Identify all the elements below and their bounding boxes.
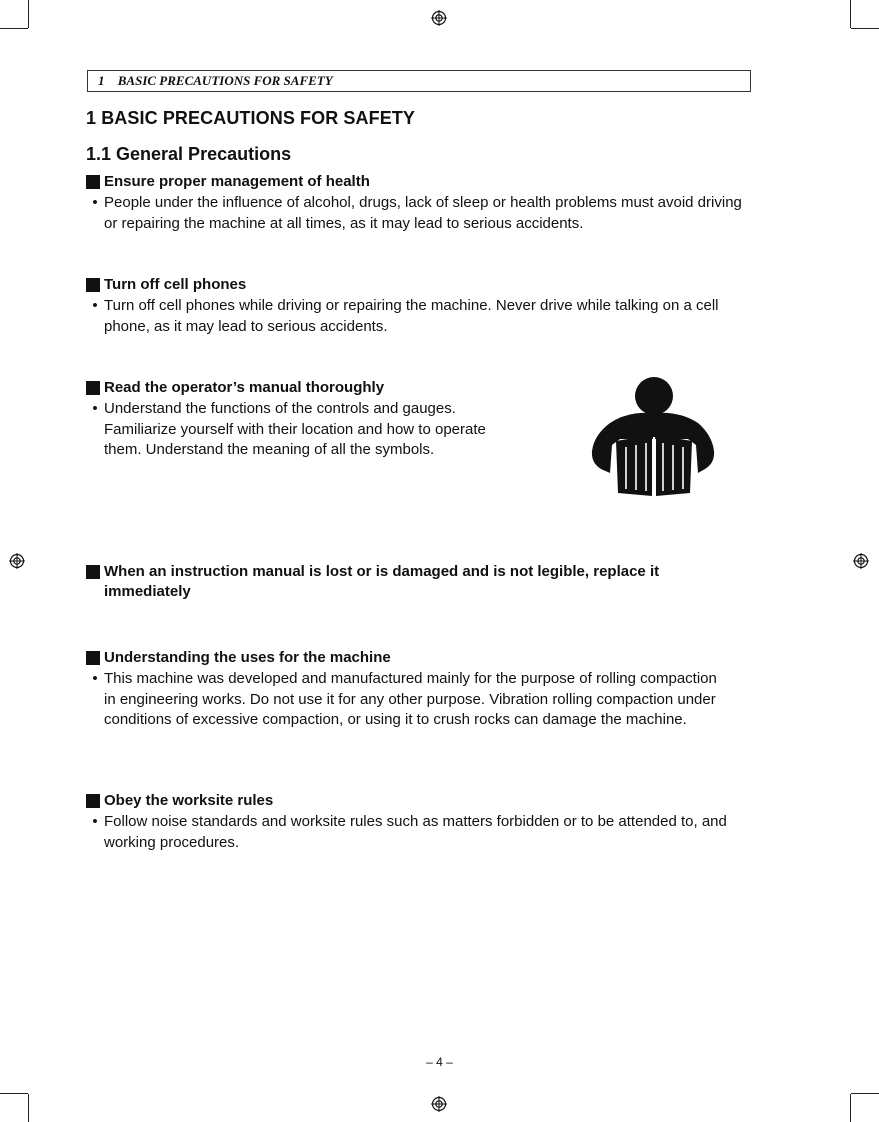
square-bullet-icon xyxy=(86,175,100,189)
square-bullet-icon xyxy=(86,651,100,665)
section-title: 1.1 General Precautions xyxy=(86,144,292,164)
square-bullet-icon xyxy=(86,278,100,292)
precaution-heading xyxy=(86,791,746,811)
precaution-read-manual xyxy=(86,378,486,461)
bullet-dot: • xyxy=(92,813,98,830)
precaution-heading-text: Obey the worksite rules xyxy=(104,792,274,809)
crop-mark xyxy=(851,1093,879,1094)
bullet-dot: • xyxy=(92,194,98,211)
square-bullet-icon xyxy=(86,565,100,579)
header-number: 1 xyxy=(98,73,105,88)
precaution-heading xyxy=(86,562,746,602)
precaution-health xyxy=(86,172,746,234)
crop-mark xyxy=(28,0,29,28)
precaution-replace-manual xyxy=(86,562,746,602)
precaution-heading-text: Understanding the uses for the machine xyxy=(104,649,391,666)
crop-mark xyxy=(851,28,879,29)
person-reading-book-icon xyxy=(588,375,718,497)
crop-mark xyxy=(0,1093,28,1094)
list-item-text: Follow noise standards and worksite rules such as matters forbidden or to be attended to, and working procedures. xyxy=(104,813,727,851)
crop-mark xyxy=(850,1094,851,1122)
list-item-text: This machine was developed and manufactured mainly for the purpose of rolling compaction in engineering works. Do not use it for any other purpose. Vibration rolling compaction under conditions of excessive compaction, or using it to crush rocks can damage the machine. xyxy=(104,670,717,728)
list-item xyxy=(86,812,746,853)
precaution-heading-text: Read the operator’s manual thoroughly xyxy=(104,379,385,396)
crop-mark xyxy=(28,1094,29,1122)
precaution-heading-text: When an instruction manual is lost or is damaged and is not legible, replace it immediately xyxy=(104,563,660,600)
precaution-machine-uses xyxy=(86,648,746,731)
registration-mark-icon xyxy=(9,553,25,569)
precaution-heading-text: Ensure proper management of health xyxy=(104,173,370,190)
list-item-text: People under the influence of alcohol, drugs, lack of sleep or health problems must avoid driving or repairing the machine at all times, as it may lead to serious accidents. xyxy=(104,194,742,232)
precaution-heading xyxy=(86,648,746,668)
running-header xyxy=(87,70,751,92)
bullet-dot: • xyxy=(92,297,98,314)
list-item xyxy=(86,669,726,731)
chapter-title: 1 BASIC PRECAUTIONS FOR SAFETY xyxy=(86,108,416,128)
list-item xyxy=(86,193,746,234)
header-title: BASIC PRECAUTIONS FOR SAFETY xyxy=(117,73,333,88)
precaution-worksite-rules xyxy=(86,791,746,853)
page-number: – 4 – xyxy=(426,1055,453,1069)
registration-mark-icon xyxy=(853,553,869,569)
precaution-heading xyxy=(86,172,746,192)
registration-mark-icon xyxy=(431,1096,447,1112)
precaution-cell-phones xyxy=(86,275,746,337)
crop-mark xyxy=(0,28,28,29)
bullet-dot: • xyxy=(92,400,98,417)
registration-mark-icon xyxy=(431,10,447,26)
list-item-text: Turn off cell phones while driving or repairing the machine. Never drive while talking on a cell phone, as it may lead to serious accidents. xyxy=(104,297,719,335)
list-item-text: Understand the functions of the controls and gauges. Familiarize yourself with their location and how to operate them. Understand the meaning of all the symbols. xyxy=(104,400,486,458)
precaution-heading xyxy=(86,378,486,398)
crop-mark xyxy=(850,0,851,28)
list-item xyxy=(86,296,746,337)
square-bullet-icon xyxy=(86,381,100,395)
square-bullet-icon xyxy=(86,794,100,808)
bullet-dot: • xyxy=(92,670,98,687)
precaution-heading xyxy=(86,275,746,295)
precaution-heading-text: Turn off cell phones xyxy=(104,276,247,293)
list-item xyxy=(86,399,486,461)
